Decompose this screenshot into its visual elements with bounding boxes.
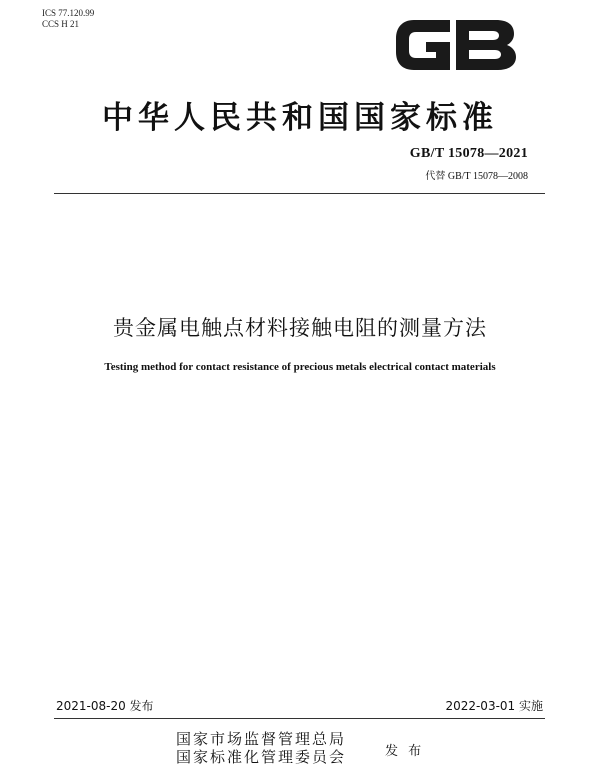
- ccs-code: CCS H 21: [42, 19, 80, 29]
- issuer-samr: 国家市场监督管理总局: [176, 730, 347, 748]
- issuer-sac: 国家标准化管理委员会: [176, 748, 347, 766]
- bottom-divider: [54, 718, 545, 719]
- gb-logo-icon: [392, 14, 520, 76]
- implementation-date: 2022-03-01 实施: [445, 699, 543, 713]
- top-divider: [54, 193, 545, 194]
- issue-date: 2021-08-20 发布: [56, 699, 154, 713]
- document-title-chinese: 贵金属电触点材料接触电阻的测量方法: [113, 316, 487, 340]
- gb-logo-letter-b: [456, 20, 516, 70]
- document-title-english: Testing method for contact resistance of precious metals electrical contact materials: [104, 361, 496, 373]
- gb-logo-letter-g: [396, 20, 450, 70]
- replaces-standard: 代替 GB/T 15078—2008: [425, 171, 528, 182]
- classification-codes: [42, 8, 94, 30]
- publish-label: 发 布: [385, 744, 425, 759]
- standard-number: GB/T 15078—2021: [409, 146, 528, 161]
- standard-kind-heading: 中华人民共和国国家标准: [102, 100, 498, 136]
- issuing-authorities: [176, 730, 346, 766]
- ics-code: ICS 77.120.99: [42, 8, 95, 18]
